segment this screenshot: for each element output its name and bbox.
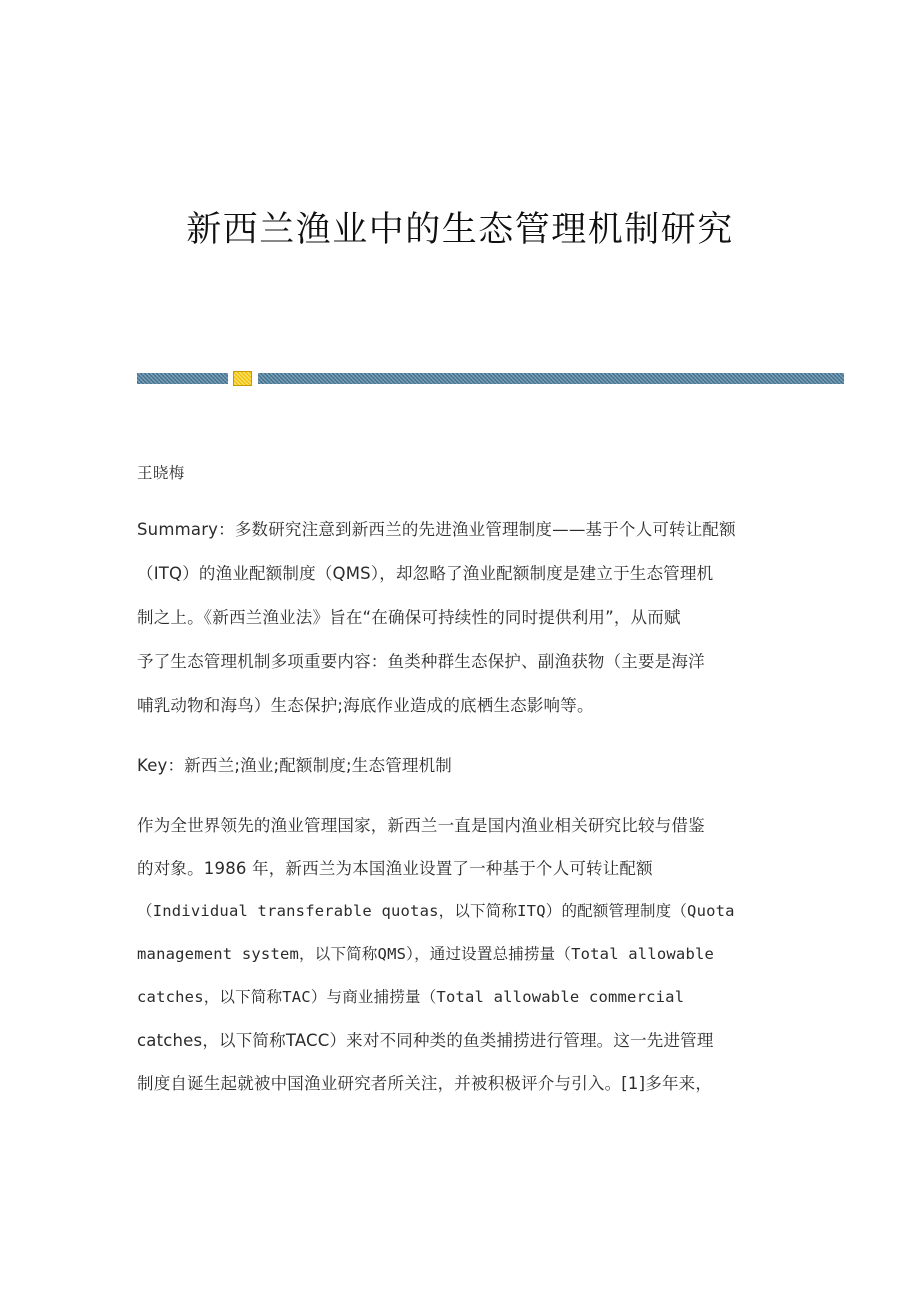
page-title: 新西兰渔业中的生态管理机制研究 xyxy=(186,210,734,250)
divider-accent-square xyxy=(233,371,252,386)
abstract-line: 制之上。《新西兰渔业法》旨在“在确保可持续性的同时提供利用”，从而赋 xyxy=(137,608,681,627)
abstract-line: Summary：多数研究注意到新西兰的先进渔业管理制度——基于个人可转让配额 xyxy=(137,520,736,539)
body-line: 制度自诞生起就被中国渔业研究者所关注，并被积极评介与引入。[1]多年来， xyxy=(137,1074,713,1093)
abstract-line: 哺乳动物和海鸟）生态保护;海底作业造成的底栖生态影响等。 xyxy=(137,696,594,715)
keywords-line: Key：新西兰;渔业;配额制度;生态管理机制 xyxy=(137,756,452,775)
body-paragraph xyxy=(137,804,837,1105)
decorative-divider xyxy=(137,369,844,389)
body-line: catches，以下简称TAC）与商业捕捞量（Total allowable commercial xyxy=(137,988,685,1006)
body-line: management system，以下简称QMS），通过设置总捕捞量（Total allowable xyxy=(137,945,715,963)
body-line: 作为全世界领先的渔业管理国家，新西兰一直是国内渔业相关研究比较与借鉴 xyxy=(137,816,705,835)
keywords-paragraph xyxy=(137,744,837,788)
abstract-paragraph xyxy=(137,508,837,728)
author-name: 王晓梅 xyxy=(137,464,185,482)
document-content xyxy=(137,462,837,1119)
body-line: 的对象。1986 年，新西兰为本国渔业设置了一种基于个人可转让配额 xyxy=(137,859,653,878)
abstract-line: （ITQ）的渔业配额制度（QMS），却忽略了渔业配额制度是建立于生态管理机 xyxy=(137,564,714,583)
body-line: catches，以下简称TACC）来对不同种类的鱼类捕捞进行管理。这一先进管理 xyxy=(137,1031,714,1050)
abstract-line: 予了生态管理机制多项重要内容：鱼类种群生态保护、副渔获物（主要是海洋 xyxy=(137,652,705,671)
body-line: （Individual transferable quotas，以下简称ITQ）的配额管理制度（Quota xyxy=(137,902,735,920)
